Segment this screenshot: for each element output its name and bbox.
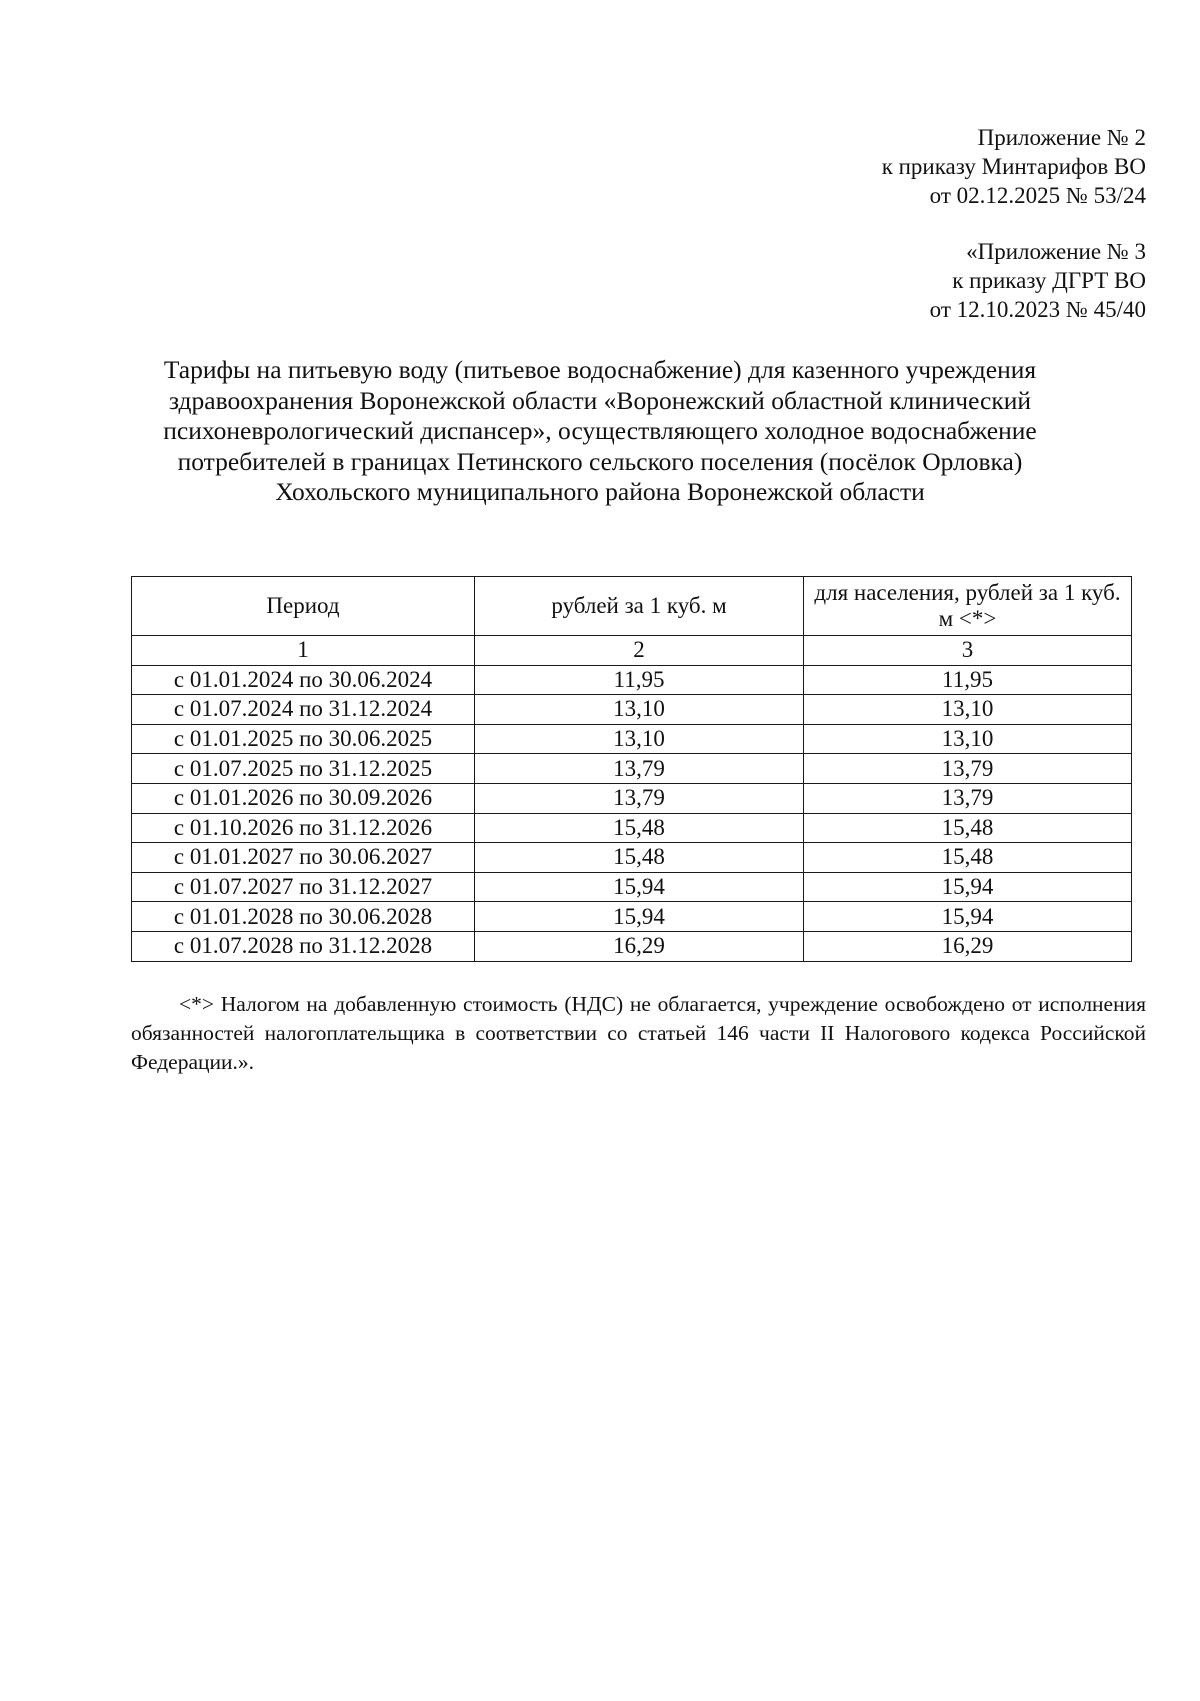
title-line-4: потребителей в границах Петинского сельского поселения (посёлок Орловка) xyxy=(177,446,1023,476)
header-period: Период xyxy=(132,577,475,636)
rate-population-cell: 16,29 xyxy=(804,931,1132,961)
period-cell: с 01.01.2027 по 30.06.2027 xyxy=(132,843,475,873)
table-row xyxy=(132,813,1132,843)
title-line-1: Тарифы на питьевую воду (питьевое водоснабжение) для казенного учреждения xyxy=(163,355,1037,384)
period-cell: с 01.07.2024 по 31.12.2024 xyxy=(132,695,475,725)
annex-current-header xyxy=(882,123,1146,210)
table-row xyxy=(132,754,1132,784)
header-rate-population: для населения, рублей за 1 куб. м <*> xyxy=(804,577,1132,636)
rate-population-cell: 11,95 xyxy=(804,665,1132,695)
table-header-row xyxy=(132,577,1132,636)
annex-current-line-1: Приложение № 2 xyxy=(977,125,1146,150)
rate-population-cell: 15,94 xyxy=(804,902,1132,932)
period-cell: с 01.01.2026 по 30.09.2026 xyxy=(132,783,475,813)
period-cell: с 01.01.2024 по 30.06.2024 xyxy=(132,665,475,695)
table-row xyxy=(132,724,1132,754)
table-row xyxy=(132,843,1132,873)
column-number: 2 xyxy=(475,636,804,666)
period-cell: с 01.07.2027 по 31.12.2027 xyxy=(132,872,475,902)
rate-population-cell: 15,48 xyxy=(804,843,1132,873)
annex-current-line-2: к приказу Минтарифов ВО xyxy=(881,154,1146,179)
annex-previous-header xyxy=(930,237,1146,324)
period-cell: с 01.01.2025 по 30.06.2025 xyxy=(132,724,475,754)
rate-cell: 11,95 xyxy=(475,665,804,695)
rate-population-cell: 13,10 xyxy=(804,695,1132,725)
document-title xyxy=(120,355,1080,508)
rate-cell: 15,48 xyxy=(475,843,804,873)
header-rate: рублей за 1 куб. м xyxy=(475,577,804,636)
table-row xyxy=(132,931,1132,961)
table-row xyxy=(132,872,1132,902)
rate-cell: 16,29 xyxy=(475,931,804,961)
annex-previous-line-3: от 12.10.2023 № 45/40 xyxy=(929,297,1146,322)
rate-cell: 15,48 xyxy=(475,813,804,843)
tariff-table xyxy=(131,576,1132,962)
rate-population-cell: 13,79 xyxy=(804,783,1132,813)
column-number: 1 xyxy=(132,636,475,666)
period-cell: с 01.01.2028 по 30.06.2028 xyxy=(132,902,475,932)
annex-current-line-3: от 02.12.2025 № 53/24 xyxy=(929,183,1146,208)
table-row xyxy=(132,665,1132,695)
title-line-2: здравоохранения Воронежской области «Воронежский областной клинический xyxy=(168,385,1032,415)
rate-cell: 15,94 xyxy=(475,902,804,932)
table-column-numbers-row xyxy=(132,636,1132,666)
annex-previous-line-1: «Приложение № 3 xyxy=(966,239,1146,264)
column-number: 3 xyxy=(804,636,1132,666)
rate-population-cell: 15,94 xyxy=(804,872,1132,902)
period-cell: с 01.10.2026 по 31.12.2026 xyxy=(132,813,475,843)
table-row xyxy=(132,783,1132,813)
annex-previous-line-2: к приказу ДГРТ ВО xyxy=(952,268,1146,293)
rate-population-cell: 13,79 xyxy=(804,754,1132,784)
rate-cell: 13,10 xyxy=(475,695,804,725)
rate-population-cell: 13,10 xyxy=(804,724,1132,754)
period-cell: с 01.07.2025 по 31.12.2025 xyxy=(132,754,475,784)
title-line-5: Хохольского муниципального района Воронежской области xyxy=(275,477,925,506)
period-cell: с 01.07.2028 по 31.12.2028 xyxy=(132,931,475,961)
table-row xyxy=(132,902,1132,932)
footnote: <*> Налогом на добавленную стоимость (НДС) не облагается, учреждение освобождено от исполнения обязанностей налогоплательщика в соответствии со статьей 146 части II Налогового кодекса Российской Федерации.». xyxy=(131,992,1146,1074)
rate-population-cell: 15,48 xyxy=(804,813,1132,843)
title-line-3: психоневрологический диспансер», осуществляющего холодное водоснабжение xyxy=(163,416,1037,445)
rate-cell: 15,94 xyxy=(475,872,804,902)
rate-cell: 13,79 xyxy=(475,754,804,784)
rate-cell: 13,10 xyxy=(475,724,804,754)
rate-cell: 13,79 xyxy=(475,783,804,813)
table-row xyxy=(132,695,1132,725)
